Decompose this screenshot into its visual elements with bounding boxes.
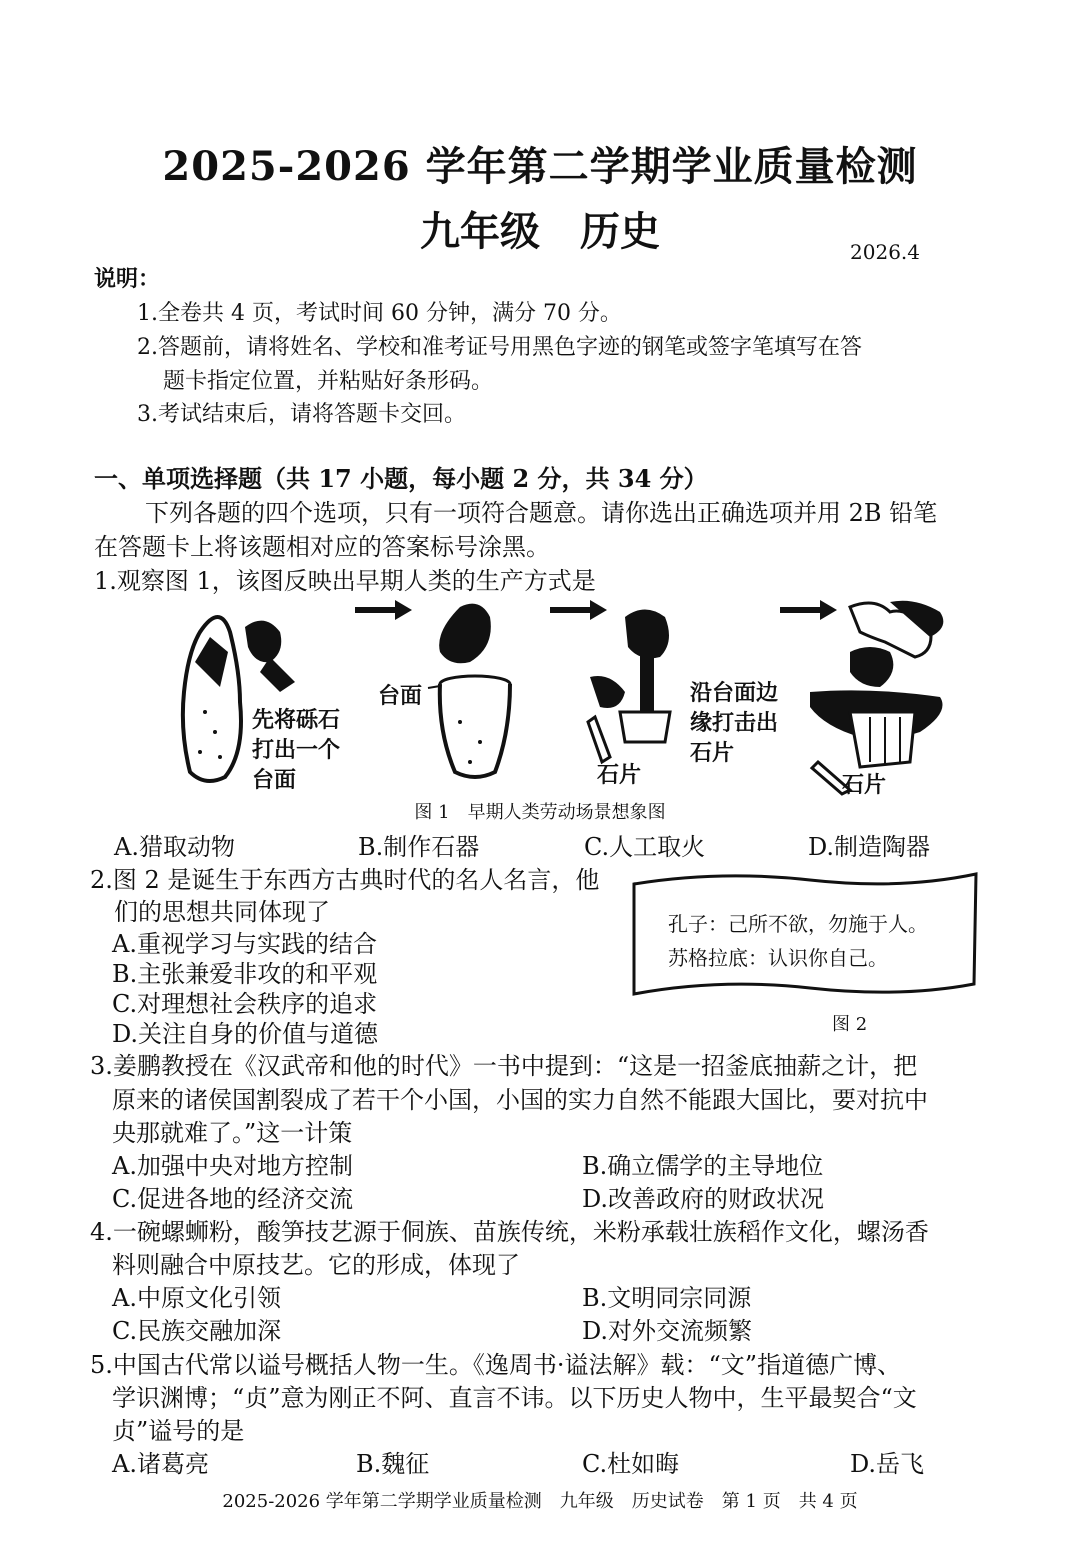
arrow-3 — [780, 600, 837, 620]
q5-stem-2: 学识渊博；“贞”意为刚正不阿、直言不讳。以下历史人物中，生平最契合“文 — [112, 1384, 917, 1412]
fig1-label-flake-1: 石片 — [597, 762, 642, 788]
arrow-2 — [550, 600, 607, 620]
q1-option-d[interactable]: D.制造陶器 — [808, 833, 931, 861]
fig2-quote-socrates: 苏格拉底：认识你自己。 — [668, 946, 888, 970]
q2-option-a[interactable]: A.重视学习与实践的结合 — [112, 930, 377, 958]
fig1-label-platform: 台面 — [378, 683, 423, 709]
note-item-1: 1.全卷共 4 页，考试时间 60 分钟，满分 70 分。 — [137, 301, 622, 326]
q5-option-d[interactable]: D.岳飞 — [850, 1450, 925, 1478]
fig1-label-3c: 石片 — [690, 740, 735, 766]
fig1-label-1c: 台面 — [252, 767, 297, 793]
q1-stem: 1.观察图 1，该图反映出早期人类的生产方式是 — [94, 567, 596, 595]
q2-stem-2: 们的思想共同体现了 — [114, 898, 330, 926]
q3-option-c[interactable]: C.促进各地的经济交流 — [112, 1185, 354, 1213]
q2-option-c[interactable]: C.对理想社会秩序的追求 — [112, 990, 378, 1018]
q2-option-b[interactable]: B.主张兼爱非攻的和平观 — [112, 960, 378, 988]
fig2-caption: 图 2 — [832, 1014, 868, 1035]
q5-option-c[interactable]: C.杜如晦 — [582, 1450, 680, 1478]
note-item-3: 3.考试结束后，请将答题卡交回。 — [137, 402, 466, 427]
fig1-label-3a: 沿台面边 — [690, 680, 779, 706]
exam-date: 2026.4 — [850, 240, 920, 264]
q2-option-d[interactable]: D.关注自身的价值与道德 — [112, 1020, 379, 1048]
q3-stem-3: 央那就难了。”这一计策 — [112, 1119, 353, 1147]
panel3-striking — [588, 610, 670, 763]
q4-stem-2: 料则融合中原技艺。它的形成，体现了 — [112, 1251, 520, 1279]
panel2-platform — [428, 604, 510, 777]
fig1-caption: 图 1 早期人类劳动场景想象图 — [414, 802, 666, 823]
q4-option-a[interactable]: A.中原文化引领 — [112, 1284, 281, 1312]
q4-stem-1: 4.一碗螺蛳粉，酸笋技艺源于侗族、苗族传统，米粉承载壮族稻作文化，螺汤香 — [90, 1218, 929, 1246]
exam-title: 2025-2026 学年第二学期学业质量检测 — [162, 143, 918, 190]
q5-option-b[interactable]: B.魏征 — [356, 1450, 430, 1478]
page-footer: 2025-2026 学年第二学期学业质量检测 九年级 历史试卷 第 1 页 共 4 页 — [222, 1491, 858, 1512]
fig1-label-1b: 打出一个 — [252, 737, 341, 763]
panel4-flakes — [810, 601, 943, 794]
fig2-quote-confucius: 孔子：己所不欲，勿施于人。 — [668, 912, 928, 936]
q1-option-a[interactable]: A.猎取动物 — [114, 833, 235, 861]
q3-stem-1: 3.姜鹏教授在《汉武帝和他的时代》一书中提到：“这是一招釜底抽薪之计，把 — [90, 1052, 918, 1080]
section-heading: 一、单项选择题（共 17 小题，每小题 2 分，共 34 分） — [94, 464, 708, 493]
q4-option-b[interactable]: B.文明同宗同源 — [582, 1284, 752, 1312]
note-item-2-cont: 题卡指定位置，并粘贴好条形码。 — [163, 369, 494, 394]
q5-option-a[interactable]: A.诸葛亮 — [112, 1450, 209, 1478]
q5-stem-3: 贞”谥号的是 — [112, 1417, 245, 1445]
notes-heading: 说明： — [94, 266, 161, 292]
fig1-label-1a: 先将砾石 — [252, 707, 341, 733]
q1-option-c[interactable]: C.人工取火 — [584, 833, 706, 861]
q4-option-c[interactable]: C.民族交融加深 — [112, 1317, 282, 1345]
fig1-label-flake-2: 石片 — [842, 772, 887, 798]
fig1-label-3b: 缘打击出 — [690, 710, 779, 736]
q3-stem-2: 原来的诸侯国割裂成了若干个小国，小国的实力自然不能跟大国比，要对抗中 — [112, 1086, 928, 1114]
q5-stem-1: 5.中国古代常以谥号概括人物一生。《逸周书·谥法解》载：“文”指道德广博、 — [90, 1351, 902, 1379]
section-instruction-2: 在答题卡上将该题相对应的答案标号涂黑。 — [94, 533, 550, 561]
q2-stem-1: 2.图 2 是诞生于东西方古典时代的名人名言，他 — [90, 866, 600, 894]
q1-option-b[interactable]: B.制作石器 — [358, 833, 480, 861]
note-item-2: 2.答题前，请将姓名、学校和准考证号用黑色字迹的钢笔或签字笔填写在答 — [137, 335, 862, 360]
section-instruction-1: 下列各题的四个选项，只有一项符合题意。请你选出正确选项并用 2B 铅笔 — [145, 499, 938, 527]
q3-option-d[interactable]: D.改善政府的财政状况 — [582, 1185, 825, 1213]
q3-option-a[interactable]: A.加强中央对地方控制 — [112, 1152, 353, 1180]
exam-subtitle: 九年级 历史 — [420, 208, 660, 255]
arrow-1 — [355, 600, 412, 620]
q4-option-d[interactable]: D.对外交流频繁 — [582, 1317, 753, 1345]
q3-option-b[interactable]: B.确立儒学的主导地位 — [582, 1152, 824, 1180]
